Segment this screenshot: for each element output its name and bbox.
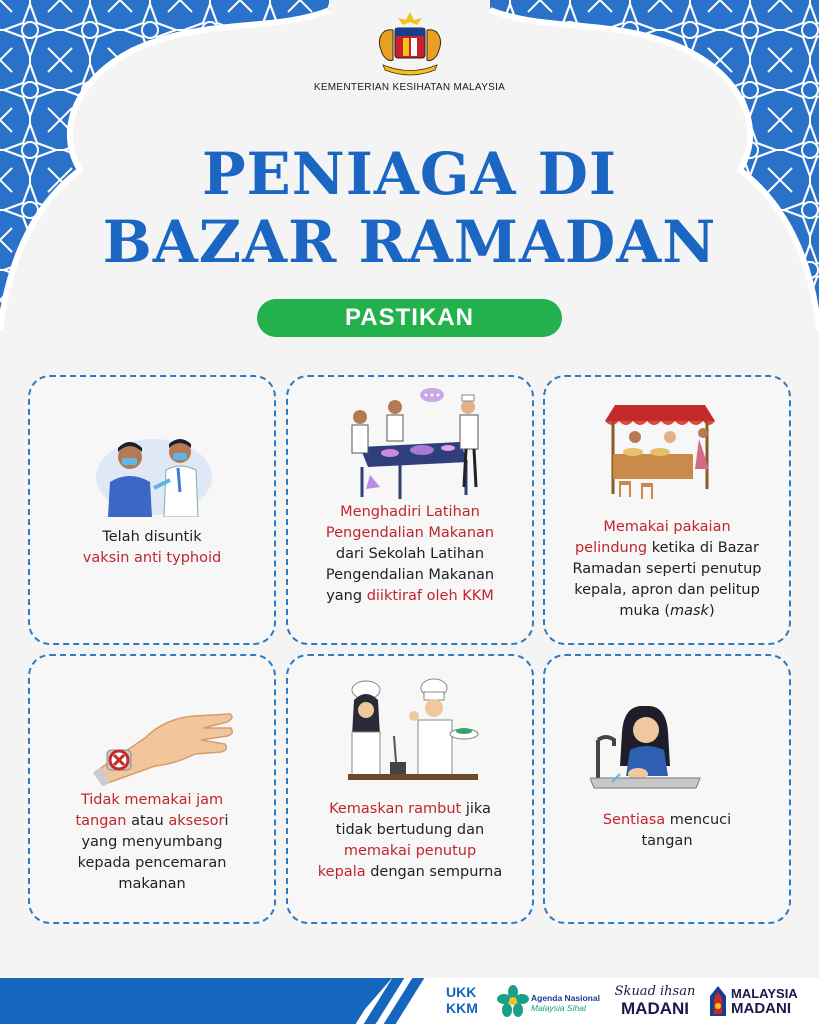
highlight-text: Pengendalian Makanan (325, 525, 495, 541)
card-protective-clothing-text (551, 517, 783, 622)
card-no-accessories (28, 654, 276, 924)
body-text: i (224, 813, 229, 829)
card-text-line (36, 548, 268, 569)
agenda-line1: Agenda Nasional (531, 993, 600, 1003)
skuad-line1: Skuad ihsan (614, 984, 696, 999)
card-text-line (36, 853, 268, 874)
pastikan-badge: PASTIKAN (257, 299, 562, 337)
body-text: tangan (641, 833, 693, 849)
madani-line2: MADANI (731, 1000, 791, 1017)
highlight-text: Menghadiri Latihan (340, 504, 480, 520)
handwashing-illustration (590, 696, 710, 806)
body-text: Telah disuntik (102, 529, 202, 545)
card-vaccination-text (36, 527, 268, 569)
body-text: Ramadan seperti penutup (572, 561, 762, 577)
highlight-text: vaksin anti typhoid (82, 550, 222, 566)
card-handwashing-text (551, 810, 783, 852)
card-text-line (551, 517, 783, 538)
footer-bar (0, 978, 819, 1024)
food-handling-training-illustration (340, 387, 490, 502)
malaysia-coat-of-arms-logo (365, 10, 455, 78)
card-training-text (294, 502, 526, 607)
highlight-text: Memakai pakaian (603, 519, 731, 535)
body-text: kepada pencemaran (77, 855, 227, 871)
card-vaccination (28, 375, 276, 645)
body-text: atau (126, 813, 169, 829)
body-text: yang menyumbang (81, 834, 223, 850)
vaccination-illustration (92, 422, 216, 517)
skuad-line2: MADANI (621, 999, 689, 1018)
card-hair-cover-text (294, 799, 526, 883)
card-text-line (551, 601, 783, 622)
card-text-line (551, 831, 783, 852)
page-title-line1: PENIAGA DI (201, 140, 618, 208)
card-text-line (294, 586, 526, 607)
card-text-line (36, 874, 268, 895)
highlight-text: diiktiraf oleh KKM (366, 588, 494, 604)
card-text-line (551, 559, 783, 580)
highlight-text: pelindung (574, 540, 648, 556)
malaysia-sihat-flower-icon (497, 985, 529, 1017)
card-text-line (294, 523, 526, 544)
card-text-line (36, 527, 268, 548)
no-watch-hand-illustration (85, 676, 235, 786)
highlight-text: memakai penutup (343, 843, 477, 859)
body-text: kepala, apron dan pelitup (574, 582, 760, 598)
malaysia-madani-logo (731, 986, 798, 1016)
card-text-line (294, 502, 526, 523)
body-text: ketika di Bazar (647, 540, 760, 556)
malaysia-madani-emblem-icon (706, 984, 730, 1018)
body-text: dari Sekolah Latihan (335, 546, 485, 562)
highlight-text: kepala (317, 864, 366, 880)
body-text: Pengendalian Makanan (325, 567, 495, 583)
body-text: makanan (118, 876, 186, 892)
ukk-text: UKK (446, 984, 477, 1000)
body-text: mask (669, 603, 709, 619)
agenda-nasional-logo (531, 993, 600, 1013)
card-text-line (294, 565, 526, 586)
bazaar-stall-illustration (605, 399, 725, 504)
skuad-ihsan-madani-logo (614, 984, 696, 1018)
malaysia-line1: MALAYSIA (731, 986, 798, 1001)
card-handwashing (543, 654, 791, 924)
page-title-line2: BAZAR RAMADAN (102, 208, 717, 276)
agenda-line2: Malaysia Sihat (531, 1003, 587, 1013)
card-text-line (36, 811, 268, 832)
highlight-text: aksesor (168, 813, 225, 829)
card-text-line (294, 799, 526, 820)
ukk-kkm-logo (446, 984, 484, 1016)
card-text-line (294, 544, 526, 565)
chefs-illustration (338, 676, 488, 791)
card-text-line (551, 580, 783, 601)
body-text: yang (326, 588, 367, 604)
highlight-text: Sentiasa (602, 812, 666, 828)
body-text: tidak bertudung dan (335, 822, 485, 838)
card-text-line (294, 862, 526, 883)
card-no-accessories-text (36, 790, 268, 895)
card-text-line (36, 832, 268, 853)
card-hair-cover (286, 654, 534, 924)
body-text: ) (708, 603, 715, 619)
body-text: muka ( (619, 603, 670, 619)
card-text-line (36, 790, 268, 811)
body-text: mencuci (665, 812, 732, 828)
card-text-line (294, 820, 526, 841)
highlight-text: tangan (75, 813, 127, 829)
ministry-name: KEMENTERIAN KESIHATAN MALAYSIA (313, 82, 506, 93)
kkm-text: KKM (446, 1000, 478, 1016)
card-text-line (294, 841, 526, 862)
body-text: jika (461, 801, 491, 817)
highlight-text: Tidak memakai jam (80, 792, 224, 808)
card-text-line (551, 810, 783, 831)
card-training (286, 375, 534, 645)
card-text-line (551, 538, 783, 559)
highlight-text: Kemaskan rambut (329, 801, 462, 817)
body-text: dengan sempurna (365, 864, 503, 880)
card-protective-clothing (543, 375, 791, 645)
